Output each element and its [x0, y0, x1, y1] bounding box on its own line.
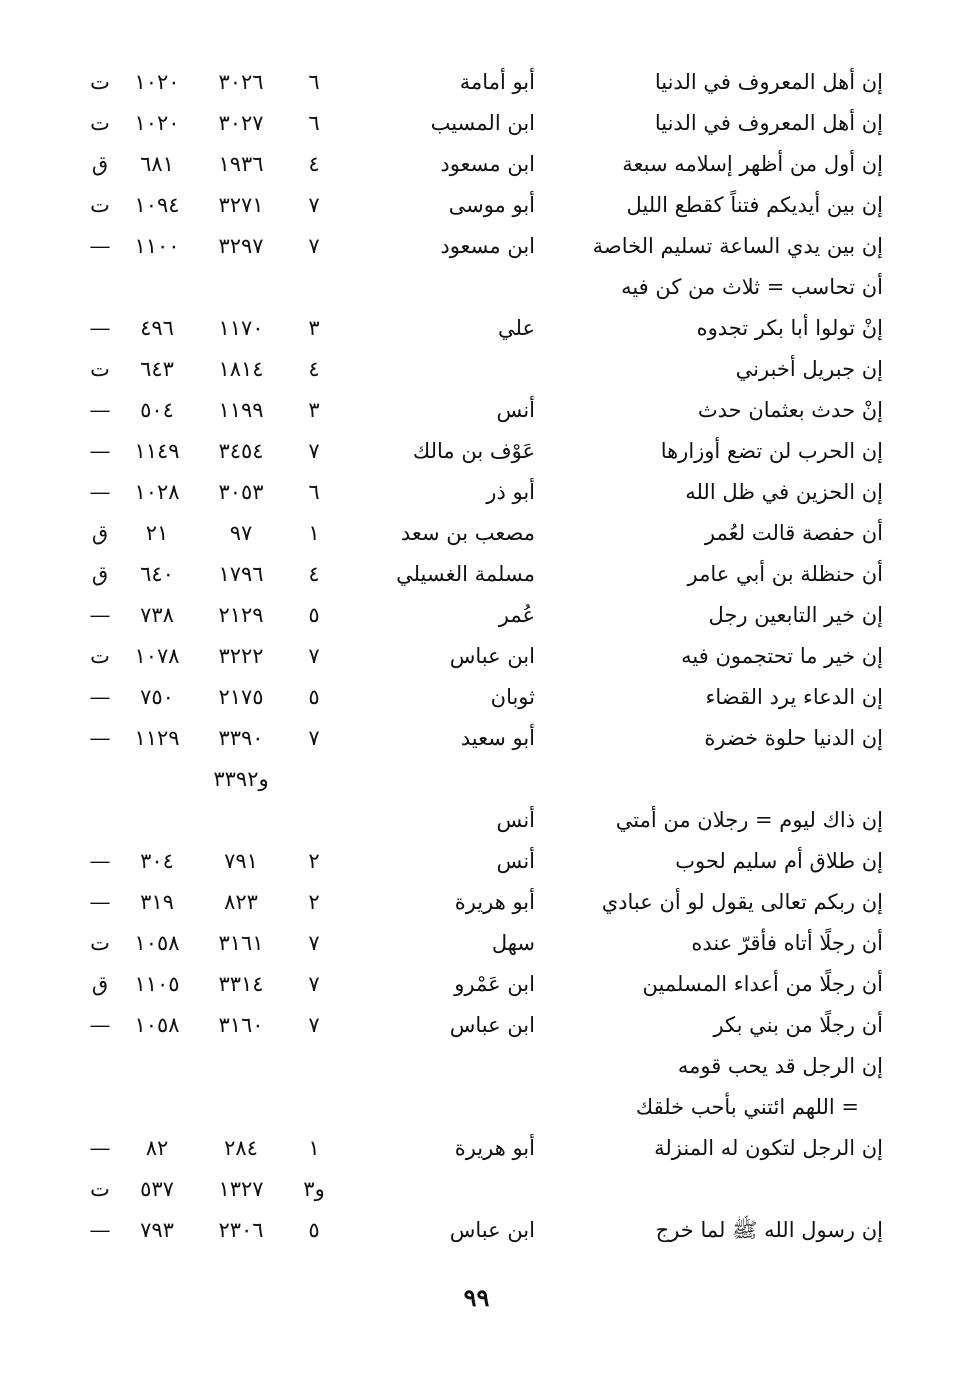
hadith-number: ٨٢٣ — [224, 890, 258, 914]
page-reference: ١٠٢٨ — [134, 480, 180, 504]
hadith-number: ٢٨٤ — [224, 1136, 258, 1160]
hadith-text: إن بين أيديكم فتناً كقطع الليل — [626, 193, 883, 217]
index-row — [0, 677, 953, 718]
hadith-number: ٣٢٩٧ — [218, 234, 264, 258]
hadith-text: إن الحزين في ظل الله — [685, 480, 883, 504]
grade-mark: — — [89, 316, 111, 340]
index-row — [0, 923, 953, 964]
narrator-name: عَوْف بن مالك — [412, 439, 535, 463]
narrator-name: ابن عَمْرو — [454, 972, 535, 996]
hadith-number: ٣٤٥٤ — [218, 439, 264, 463]
hadith-text: إن الرجل لتكون له المنزلة — [654, 1136, 883, 1160]
index-row — [0, 1169, 953, 1210]
hadith-number: ٣٢٢٢ — [218, 644, 264, 668]
page-reference: ٦٤٣ — [140, 357, 174, 381]
grade-mark: — — [89, 685, 111, 709]
hadith-text: إن أهل المعروف في الدنيا — [654, 111, 883, 135]
index-row — [0, 882, 953, 923]
grade-mark: — — [89, 234, 111, 258]
index-row — [0, 226, 953, 267]
hadith-number: ٢١٧٥ — [218, 685, 264, 709]
page-reference: ٧٩٣ — [140, 1218, 174, 1242]
grade-mark: — — [89, 1136, 111, 1160]
page-reference: ٢١ — [145, 521, 169, 545]
grade-mark: ت — [90, 1177, 110, 1201]
page-reference: ١١٠٥ — [134, 972, 180, 996]
page-reference: ١٠٩٤ — [134, 193, 180, 217]
page-reference: ٥٠٤ — [140, 398, 174, 422]
volume-number: ٥ — [308, 1218, 320, 1242]
hadith-number: ٣٠٥٣ — [218, 480, 264, 504]
grade-mark: — — [89, 603, 111, 627]
narrator-name: أبو سعيد — [460, 726, 535, 750]
grade-mark: ت — [90, 644, 110, 668]
index-row — [0, 595, 953, 636]
narrator-name: أنس — [496, 849, 535, 873]
page-reference: ٧٣٨ — [140, 603, 174, 627]
page-reference: ٤٩٦ — [140, 316, 174, 340]
grade-mark: — — [89, 849, 111, 873]
index-row — [0, 800, 953, 841]
index-row — [0, 964, 953, 1005]
narrator-name: ابن عباس — [449, 1218, 535, 1242]
hadith-number: ٣٣٩٠ — [218, 726, 264, 750]
hadith-number: ١١٩٩ — [218, 398, 264, 422]
index-row — [0, 431, 953, 472]
hadith-text: إنْ حدث بعثمان حدث — [697, 398, 883, 422]
index-row — [0, 1087, 953, 1128]
narrator-name: ابن عباس — [449, 644, 535, 668]
hadith-text: إن جبريل أخبرني — [735, 357, 883, 381]
page-reference: ٥٣٧ — [140, 1177, 174, 1201]
hadith-text: إن خير ما تحتجمون فيه — [681, 644, 883, 668]
hadith-text: أن رجلًا من بني بكر — [713, 1013, 883, 1037]
hadith-text: أن تحاسب = ثلاث من كن فيه — [621, 275, 883, 299]
grade-mark: ق — [91, 152, 109, 176]
index-row — [0, 841, 953, 882]
index-row — [0, 1128, 953, 1169]
index-row — [0, 144, 953, 185]
page-reference: ٣١٩ — [140, 890, 174, 914]
page-reference: ١١٤٩ — [134, 439, 180, 463]
hadith-number: ١٣٢٧ — [218, 1177, 264, 1201]
narrator-name: أنس — [496, 808, 535, 832]
volume-number: ١ — [308, 521, 320, 545]
volume-number: ٣ — [308, 398, 320, 422]
hadith-text: إنْ تولوا أبا بكر تجدوه — [696, 316, 883, 340]
volume-number: ٧ — [308, 439, 320, 463]
volume-number: ١ — [308, 1136, 320, 1160]
grade-mark: — — [89, 1013, 111, 1037]
page-number: ٩٩ — [463, 1283, 490, 1312]
page-reference: ٣٠٤ — [140, 849, 174, 873]
index-row — [0, 472, 953, 513]
hadith-text: إن الرجل قد يحب قومه — [677, 1054, 883, 1078]
hadith-text: إن بين يدي الساعة تسليم الخاصة — [592, 234, 883, 258]
grade-mark: ق — [91, 521, 109, 545]
volume-number: ٧ — [308, 234, 320, 258]
hadith-text: إن ذاك ليوم = رجلان من أمتي — [615, 808, 883, 832]
index-row — [0, 759, 953, 800]
volume-number: ٣ — [308, 316, 320, 340]
hadith-number: ٣٠٢٧ — [218, 111, 264, 135]
index-row — [0, 554, 953, 595]
grade-mark: ت — [90, 111, 110, 135]
hadith-number: ٢١٢٩ — [218, 603, 264, 627]
volume-number: ٧ — [308, 644, 320, 668]
narrator-name: مصعب بن سعد — [400, 521, 535, 545]
narrator-name: عُمر — [498, 603, 535, 627]
volume-number: و٣ — [303, 1177, 325, 1201]
volume-number: ٧ — [308, 726, 320, 750]
narrator-name: علي — [498, 316, 535, 340]
index-row — [0, 390, 953, 431]
page-reference: ١٠٥٨ — [134, 931, 180, 955]
hadith-text: إن رسول الله ﷺ لما خرج — [655, 1218, 883, 1242]
index-row — [0, 1046, 953, 1087]
grade-mark: — — [89, 726, 111, 750]
narrator-name: أنس — [496, 398, 535, 422]
page-reference: ٨٢ — [145, 1136, 169, 1160]
grade-mark: ت — [90, 357, 110, 381]
hadith-number: و٣٣٩٢ — [213, 767, 269, 791]
hadith-text: أن رجلًا أتاه فأقرّ عنده — [691, 931, 883, 955]
hadith-number: ٧٩١ — [224, 849, 258, 873]
narrator-name: سهل — [491, 931, 535, 955]
hadith-text: إن الدعاء يرد القضاء — [705, 685, 883, 709]
narrator-name: أبو ذر — [486, 480, 535, 504]
hadith-text: إن أول من أظهر إسلامه سبعة — [622, 152, 883, 176]
volume-number: ٥ — [308, 685, 320, 709]
narrator-name: ابن مسعود — [440, 234, 535, 258]
grade-mark: — — [89, 398, 111, 422]
hadith-text: أن حنظلة بن أبي عامر — [687, 562, 883, 586]
page-reference: ١١٢٩ — [134, 726, 180, 750]
volume-number: ٧ — [308, 1013, 320, 1037]
hadith-number: ١١٧٠ — [218, 316, 264, 340]
volume-number: ٧ — [308, 193, 320, 217]
index-row — [0, 513, 953, 554]
page-reference: ١٠٢٠ — [134, 111, 180, 135]
hadith-number: ٣١٦١ — [218, 931, 264, 955]
hadith-text: إن طلاق أم سليم لحوب — [675, 849, 883, 873]
hadith-number: ١٩٣٦ — [218, 152, 264, 176]
hadith-text: إن أهل المعروف في الدنيا — [654, 70, 883, 94]
hadith-text: إن الحرب لن تضع أوزارها — [660, 439, 883, 463]
hadith-text: إن ربكم تعالى يقول لو أن عبادي — [601, 890, 883, 914]
index-row — [0, 308, 953, 349]
index-row — [0, 103, 953, 144]
page-reference: ١١٠٠ — [134, 234, 180, 258]
grade-mark: — — [89, 480, 111, 504]
narrator-name: مسلمة الغسيلي — [396, 562, 535, 586]
volume-number: ٥ — [308, 603, 320, 627]
index-row — [0, 636, 953, 677]
volume-number: ٦ — [308, 480, 320, 504]
page-reference: ١٠٥٨ — [134, 1013, 180, 1037]
page-reference: ١٠٧٨ — [134, 644, 180, 668]
volume-number: ٤ — [308, 357, 320, 381]
narrator-name: أبو هريرة — [454, 890, 535, 914]
index-row — [0, 1210, 953, 1251]
index-row — [0, 718, 953, 759]
hadith-text: أن رجلًا من أعداء المسلمين — [642, 972, 883, 996]
hadith-number: ٣٢٧١ — [218, 193, 264, 217]
volume-number: ٢ — [308, 849, 320, 873]
hadith-number: ٣٣١٤ — [218, 972, 264, 996]
hadith-number: ١٨١٤ — [218, 357, 264, 381]
grade-mark: ت — [90, 931, 110, 955]
grade-mark: — — [89, 439, 111, 463]
index-row — [0, 62, 953, 103]
volume-number: ٧ — [308, 972, 320, 996]
hadith-number: ٣٠٢٦ — [218, 70, 264, 94]
hadith-number: ٩٧ — [229, 521, 253, 545]
hadith-text: أن حفصة قالت لعُمر — [704, 521, 883, 545]
grade-mark: — — [89, 1218, 111, 1242]
hadith-text: = اللهم ائتني بأحب خلقك — [635, 1095, 859, 1119]
narrator-name: أبو هريرة — [454, 1136, 535, 1160]
volume-number: ٦ — [308, 70, 320, 94]
hadith-number: ٢٣٠٦ — [218, 1218, 264, 1242]
narrator-name: ابن المسيب — [430, 111, 535, 135]
index-row — [0, 267, 953, 308]
volume-number: ٤ — [308, 562, 320, 586]
volume-number: ٢ — [308, 890, 320, 914]
volume-number: ٦ — [308, 111, 320, 135]
grade-mark: ت — [90, 70, 110, 94]
page-reference: ٦٤٠ — [140, 562, 174, 586]
narrator-name: أبو أمامة — [459, 70, 535, 94]
index-row — [0, 1005, 953, 1046]
volume-number: ٤ — [308, 152, 320, 176]
grade-mark: ق — [91, 562, 109, 586]
narrator-name: ثوبان — [490, 685, 535, 709]
narrator-name: ابن عباس — [449, 1013, 535, 1037]
index-row — [0, 185, 953, 226]
hadith-text: إن خير التابعين رجل — [708, 603, 883, 627]
grade-mark: ت — [90, 193, 110, 217]
grade-mark: ق — [91, 972, 109, 996]
narrator-name: ابن مسعود — [440, 152, 535, 176]
volume-number: ٧ — [308, 931, 320, 955]
narrator-name: أبو موسى — [448, 193, 535, 217]
grade-mark: — — [89, 890, 111, 914]
page-reference: ٧٥٠ — [140, 685, 174, 709]
index-row — [0, 349, 953, 390]
hadith-number: ٣١٦٠ — [218, 1013, 264, 1037]
page-reference: ١٠٢٠ — [134, 70, 180, 94]
hadith-text: إن الدنيا حلوة خضرة — [704, 726, 883, 750]
page-reference: ٦٨١ — [140, 152, 174, 176]
hadith-number: ١٧٩٦ — [218, 562, 264, 586]
